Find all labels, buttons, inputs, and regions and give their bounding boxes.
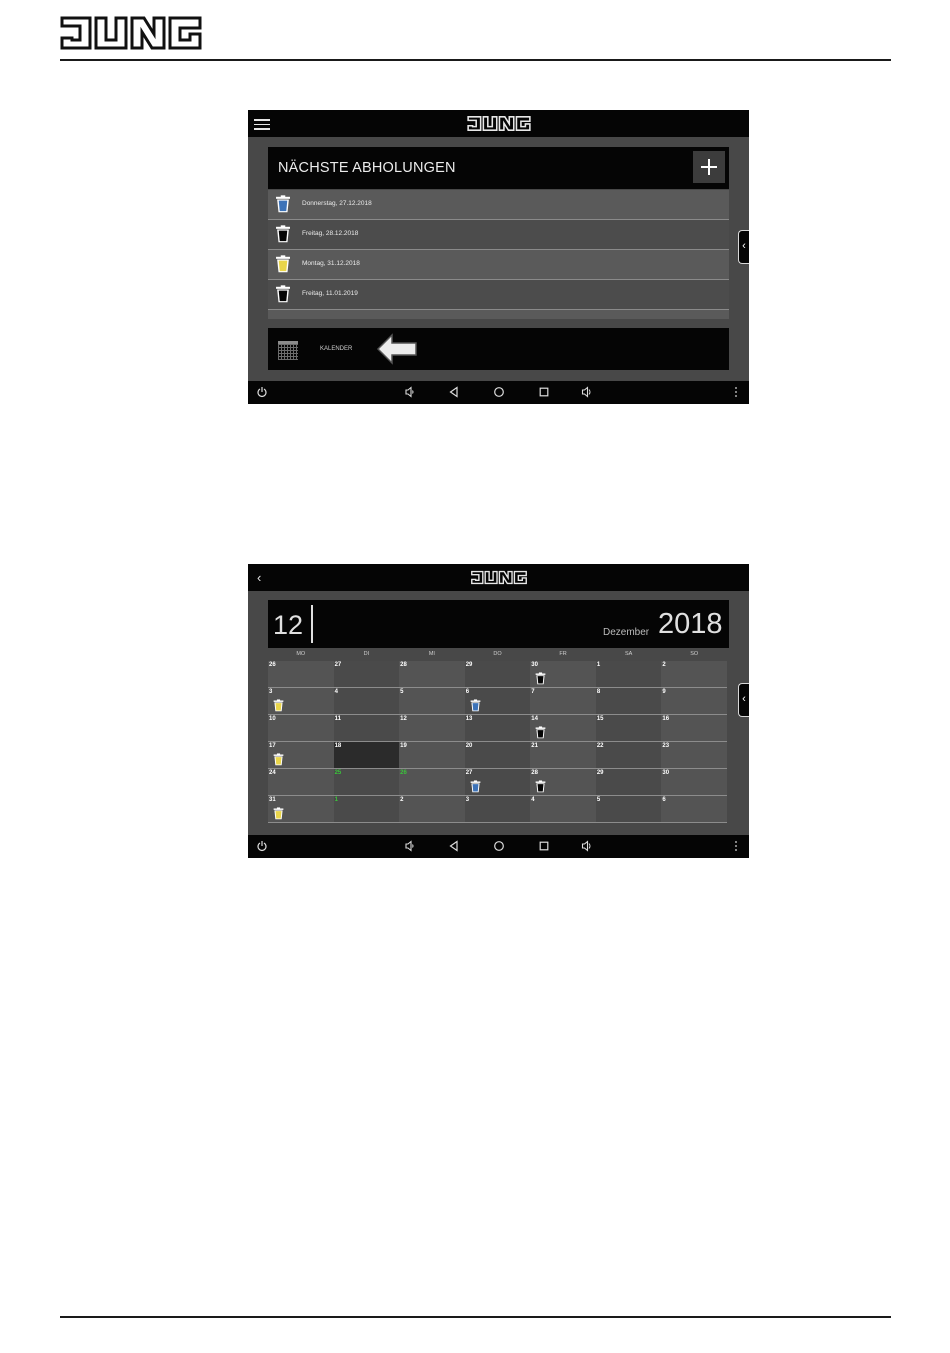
calendar-day-cell[interactable] xyxy=(661,742,727,769)
jung-logo xyxy=(464,115,534,132)
calendar-day-cell[interactable] xyxy=(268,742,334,769)
calendar-day-cell[interactable] xyxy=(465,742,531,769)
weekday-label: SO xyxy=(690,651,699,657)
day-number: 12 xyxy=(400,716,407,722)
power-icon[interactable] xyxy=(256,840,268,852)
calendar-day-cell[interactable] xyxy=(465,715,531,742)
calendar-day-cell[interactable] xyxy=(530,715,596,742)
list-item[interactable] xyxy=(268,190,729,220)
pickups-screen xyxy=(248,110,749,404)
day-number: 26 xyxy=(400,770,407,776)
weekday-label: FR xyxy=(559,651,567,657)
day-number: 4 xyxy=(531,797,535,803)
calendar-day-cell[interactable] xyxy=(268,796,334,823)
day-number: 6 xyxy=(662,797,666,803)
chevron-left-icon[interactable]: ‹ xyxy=(257,570,262,585)
chevron-left-icon: ‹ xyxy=(742,693,746,705)
year-label: 2018 xyxy=(658,608,723,640)
day-number: 6 xyxy=(465,689,470,695)
day-number: 14 xyxy=(531,716,538,722)
trash-bin-icon xyxy=(275,285,291,303)
day-number: 10 xyxy=(269,716,276,722)
trash-bin-icon xyxy=(273,699,284,712)
day-number: 16 xyxy=(662,716,670,722)
recent-square-icon[interactable] xyxy=(538,386,550,398)
month-label: Dezember xyxy=(603,627,650,638)
calendar-day-cell[interactable] xyxy=(399,769,465,796)
day-number: 5 xyxy=(596,797,601,803)
list-item[interactable] xyxy=(268,280,729,310)
recent-square-icon[interactable] xyxy=(538,840,550,852)
day-number: 19 xyxy=(400,743,407,749)
day-number: 30 xyxy=(531,662,538,668)
weekday-label: DO xyxy=(493,651,502,657)
calendar-day-cell[interactable] xyxy=(465,769,531,796)
back-triangle-icon[interactable] xyxy=(448,386,460,398)
selected-day: 12 xyxy=(273,610,304,640)
date-header xyxy=(268,600,729,648)
day-number: 29 xyxy=(465,662,473,668)
text-cursor xyxy=(311,605,313,643)
day-number: 31 xyxy=(269,797,276,803)
trash-bin-icon xyxy=(535,726,546,739)
back-triangle-icon[interactable] xyxy=(448,840,460,852)
list-item[interactable] xyxy=(268,250,729,280)
pickup-date: Freitag, 28.12.2018 xyxy=(302,230,359,237)
day-number: 25 xyxy=(334,770,342,776)
trash-bin-icon xyxy=(470,780,481,793)
day-number: 5 xyxy=(400,689,404,695)
calendar-day-cell[interactable] xyxy=(596,796,662,823)
day-number: 27 xyxy=(465,770,473,776)
trash-bin-icon xyxy=(275,255,291,273)
chevron-left-icon: ‹ xyxy=(742,240,746,252)
trash-bin-icon xyxy=(470,699,481,712)
pickup-list[interactable] xyxy=(268,190,729,319)
day-number: 26 xyxy=(269,662,276,668)
weekday-label: SA xyxy=(624,651,633,657)
header-rule xyxy=(60,59,891,61)
calendar-day-cell[interactable] xyxy=(334,796,400,823)
day-number: 13 xyxy=(465,716,473,722)
calendar-day-cell[interactable] xyxy=(334,688,400,715)
day-number: 18 xyxy=(334,743,342,749)
trash-bin-icon xyxy=(273,753,284,766)
trash-bin-icon xyxy=(275,225,291,243)
day-number: 24 xyxy=(269,770,276,776)
day-number: 21 xyxy=(531,743,538,749)
day-number: 9 xyxy=(662,689,666,695)
calendar-day-cell[interactable] xyxy=(268,715,334,742)
day-number: 1 xyxy=(334,797,338,803)
calendar-day-cell[interactable] xyxy=(661,769,727,796)
calendar-icon xyxy=(278,341,298,360)
calendar-label: KALENDER xyxy=(320,346,353,352)
pickup-date: Donnerstag, 27.12.2018 xyxy=(302,200,372,207)
weekday-label: MO xyxy=(296,651,306,657)
day-number: 28 xyxy=(531,770,538,776)
calendar-day-cell[interactable] xyxy=(334,742,400,769)
weekday-label: DI xyxy=(363,651,370,657)
calendar-day-cell[interactable] xyxy=(465,661,531,688)
weekday-header xyxy=(268,651,727,660)
calendar-screen xyxy=(248,564,749,858)
day-number: 28 xyxy=(400,662,407,668)
trash-bin-icon xyxy=(275,195,291,213)
calendar-day-cell[interactable] xyxy=(334,715,400,742)
add-pickup-button[interactable] xyxy=(693,151,725,183)
more-vert-icon[interactable] xyxy=(730,840,742,852)
calendar-day-cell[interactable] xyxy=(530,796,596,823)
day-number: 27 xyxy=(334,662,342,668)
volume-up-icon[interactable] xyxy=(581,386,593,398)
calendar-day-cell[interactable] xyxy=(596,742,662,769)
calendar-day-cell[interactable] xyxy=(661,661,727,688)
calendar-day-cell[interactable] xyxy=(661,796,727,823)
hamburger-icon[interactable] xyxy=(254,119,270,129)
trash-bin-icon xyxy=(273,807,284,820)
day-number: 3 xyxy=(269,689,273,695)
calendar-day-cell[interactable] xyxy=(399,688,465,715)
day-number: 20 xyxy=(465,743,473,749)
calendar-day-cell[interactable] xyxy=(465,796,531,823)
calendar-day-cell[interactable] xyxy=(399,742,465,769)
volume-down-icon[interactable] xyxy=(404,386,416,398)
pickup-date: Montag, 31.12.2018 xyxy=(302,260,360,267)
calendar-day-cell[interactable] xyxy=(661,688,727,715)
volume-down-icon[interactable] xyxy=(404,840,416,852)
home-circle-icon[interactable] xyxy=(493,840,505,852)
footer-rule xyxy=(60,1316,891,1318)
calendar-day-cell[interactable] xyxy=(399,715,465,742)
top-bar xyxy=(248,110,749,137)
calendar-day-cell[interactable] xyxy=(530,688,596,715)
arrow-left-icon xyxy=(376,333,418,365)
day-number: 29 xyxy=(596,770,604,776)
system-nav-bar xyxy=(248,835,749,858)
day-number: 7 xyxy=(531,689,535,695)
calendar-day-cell[interactable] xyxy=(268,688,334,715)
day-number: 17 xyxy=(269,743,276,749)
home-circle-icon[interactable] xyxy=(493,386,505,398)
calendar-day-cell[interactable] xyxy=(465,688,531,715)
calendar-day-cell[interactable] xyxy=(399,661,465,688)
list-item[interactable] xyxy=(268,220,729,250)
day-number: 30 xyxy=(662,770,670,776)
calendar-day-cell[interactable] xyxy=(596,715,662,742)
calendar-day-cell[interactable] xyxy=(399,796,465,823)
day-number: 8 xyxy=(596,689,601,695)
power-icon[interactable] xyxy=(256,386,268,398)
calendar-grid xyxy=(268,661,727,823)
calendar-day-cell[interactable] xyxy=(334,661,400,688)
day-number: 1 xyxy=(596,662,601,668)
page-title: NÄCHSTE ABHOLUNGEN xyxy=(278,160,456,176)
calendar-bar[interactable] xyxy=(268,328,729,370)
day-number: 2 xyxy=(400,797,404,803)
pickup-date: Freitag, 11.01.2019 xyxy=(302,290,358,297)
calendar-day-cell[interactable] xyxy=(530,742,596,769)
day-number: 23 xyxy=(662,743,670,749)
calendar-day-cell[interactable] xyxy=(596,661,662,688)
list-item-partial xyxy=(268,310,729,319)
calendar-day-cell[interactable] xyxy=(334,769,400,796)
day-number: 11 xyxy=(334,716,341,722)
day-number: 2 xyxy=(662,662,666,668)
day-number: 4 xyxy=(334,689,338,695)
jung-logo xyxy=(468,570,530,585)
side-tab-button[interactable] xyxy=(738,230,749,264)
system-nav-bar xyxy=(248,381,749,404)
calendar-day-cell[interactable] xyxy=(596,688,662,715)
jung-logo xyxy=(60,14,202,52)
pickups-header xyxy=(268,147,729,189)
calendar-day-cell[interactable] xyxy=(268,661,334,688)
side-tab-button[interactable] xyxy=(738,683,749,717)
top-bar xyxy=(248,564,749,591)
day-number: 22 xyxy=(596,743,604,749)
calendar-day-cell[interactable] xyxy=(530,661,596,688)
trash-bin-icon xyxy=(535,780,546,793)
calendar-day-cell[interactable] xyxy=(661,715,727,742)
calendar-day-cell[interactable] xyxy=(268,769,334,796)
day-number: 3 xyxy=(465,797,470,803)
calendar-day-cell[interactable] xyxy=(596,769,662,796)
trash-bin-icon xyxy=(535,672,546,685)
volume-up-icon[interactable] xyxy=(581,840,593,852)
calendar-day-cell[interactable] xyxy=(530,769,596,796)
day-number: 15 xyxy=(596,716,604,722)
weekday-label: MI xyxy=(428,651,435,657)
more-vert-icon[interactable] xyxy=(730,386,742,398)
